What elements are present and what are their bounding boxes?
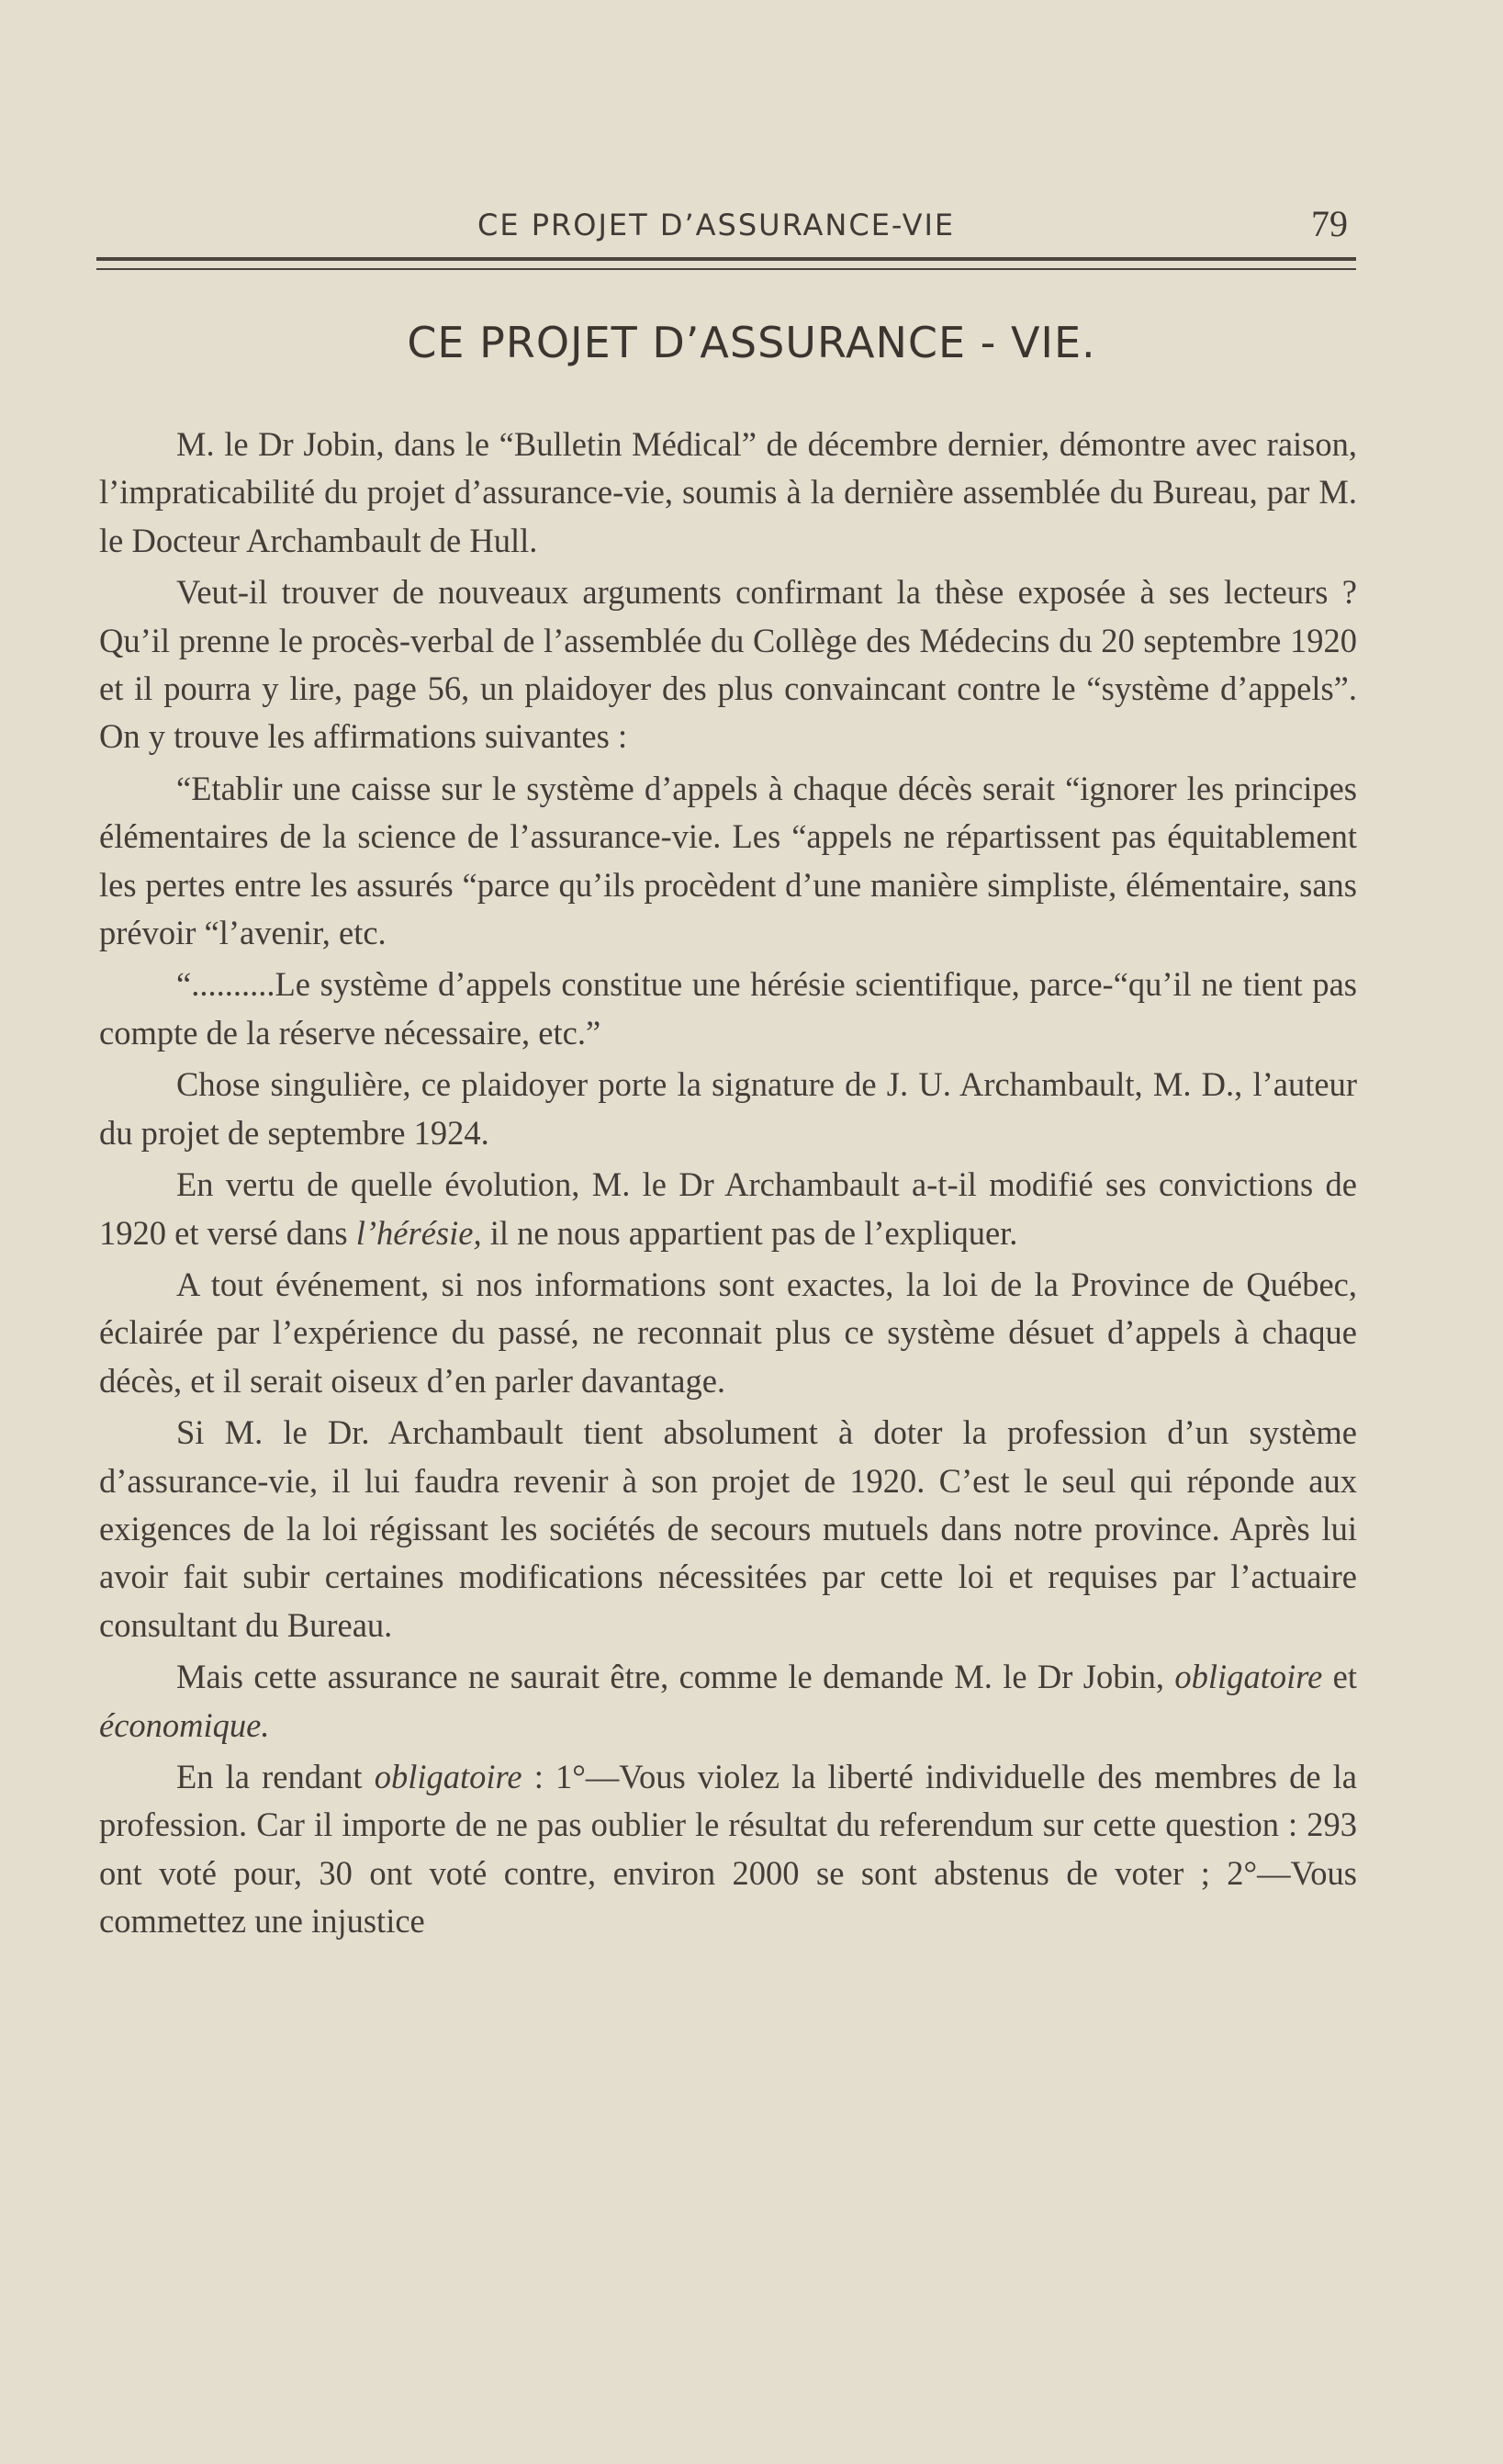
paragraph-10 (99, 1753, 1357, 1946)
quote-paragraph-2: “..........Le système d’appels constitue une hérésie scientifique, parce-“qu’il ne tient pas compte de la réserve nécessaire, etc.” (99, 965, 1357, 1052)
paragraph-6-text-a: En vertu de quelle évolution, M. le Dr Archambault a-t-il modifié ses convictions de 1920 et versé dans (99, 1165, 1357, 1252)
page-number: 79 (1311, 203, 1348, 244)
paragraph-2: Veut-il trouver de nouveaux arguments confirmant la thèse exposée à ses lecteurs ? Qu’il prenne le procès-verbal de l’assemblée du Collège des Médecins du 20 septembre 1920 et il pourra y lire, page 56, un plaidoyer des plus convaincant contre le “système d’appels”. On y trouve les affirmations suivantes : (99, 573, 1357, 756)
article-body (99, 421, 1357, 1950)
paragraph-5: Chose singulière, ce plaidoyer porte la signature de J. U. Archambault, M. D., l’auteur du projet de septembre 1924. (99, 1065, 1357, 1152)
paragraph-10-italic: obligatoire (374, 1757, 522, 1795)
paragraph-7: A tout événement, si nos informations sont exactes, la loi de la Province de Québec, éclairée par l’expérience du passé, ne reconnait plus ce système désuet d’appels à chaque décès, et il serait oiseux d’en parler davantage. (99, 1265, 1357, 1400)
paragraph-6-text-b: il ne nous appartient pas de l’expliquer. (481, 1213, 1018, 1252)
paragraph-10-text-b: : 1°—Vous violez la liberté individuelle des membres de la profession. Car il importe de ne pas oublier le résultat du referendum sur cette question : 293 ont voté pour, 30 ont voté contre, environ 2000 se sont abstenus de voter ; 2°—Vous commettez une injustice (99, 1757, 1357, 1941)
paragraph-1: M. le Dr Jobin, dans le “Bulletin Médical” de décembre dernier, démontre avec raison, l’impraticabilité du projet d’assurance-vie, soumis à la dernière assemblée du Bureau, par M. le Docteur Archambault de Hull. (99, 425, 1357, 559)
paragraph-9-italic-a: obligatoire (1174, 1658, 1323, 1696)
paragraph-9-text-b: et (1322, 1658, 1358, 1696)
paragraph-9 (99, 1653, 1357, 1750)
paragraph-9-text-a: Mais cette assurance ne saurait être, comme le demande M. le Dr Jobin, (176, 1658, 1175, 1696)
header-rule-thin (96, 268, 1356, 270)
header-rule-thick (96, 257, 1356, 261)
paragraph-6 (99, 1161, 1357, 1257)
running-title: CE PROJET D’ASSURANCE-VIE (477, 208, 956, 242)
article-title: CE PROJET D’ASSURANCE - VIE. (407, 318, 1096, 367)
running-header (0, 200, 1503, 246)
paragraph-9-italic-b: économique. (99, 1705, 270, 1744)
quote-paragraph-1: “Etablir une caisse sur le système d’appels à chaque décès serait “ignorer les principes élémentaires de la science de l’assurance-vie. Les “appels ne répartissent pas équitablement les pertes entre les assurés “parce qu’ils procèdent d’une manière simpliste, élémentaire, sans prévoir “l’avenir, etc. (99, 769, 1357, 952)
paragraph-8: Si M. le Dr. Archambault tient absolument à doter la profession d’un système d’assurance-vie, il lui faudra revenir à son projet de 1920. C’est le seul qui réponde aux exigences de la loi régissant les sociétés de secours mutuels dans notre province. Après lui avoir fait subir certaines modifications nécessitées par cette loi et requises par l’actuaire consultant du Bureau. (99, 1413, 1357, 1644)
paragraph-10-text-a: En la rendant (176, 1757, 375, 1795)
paragraph-6-italic: l’hérésie, (355, 1213, 482, 1252)
